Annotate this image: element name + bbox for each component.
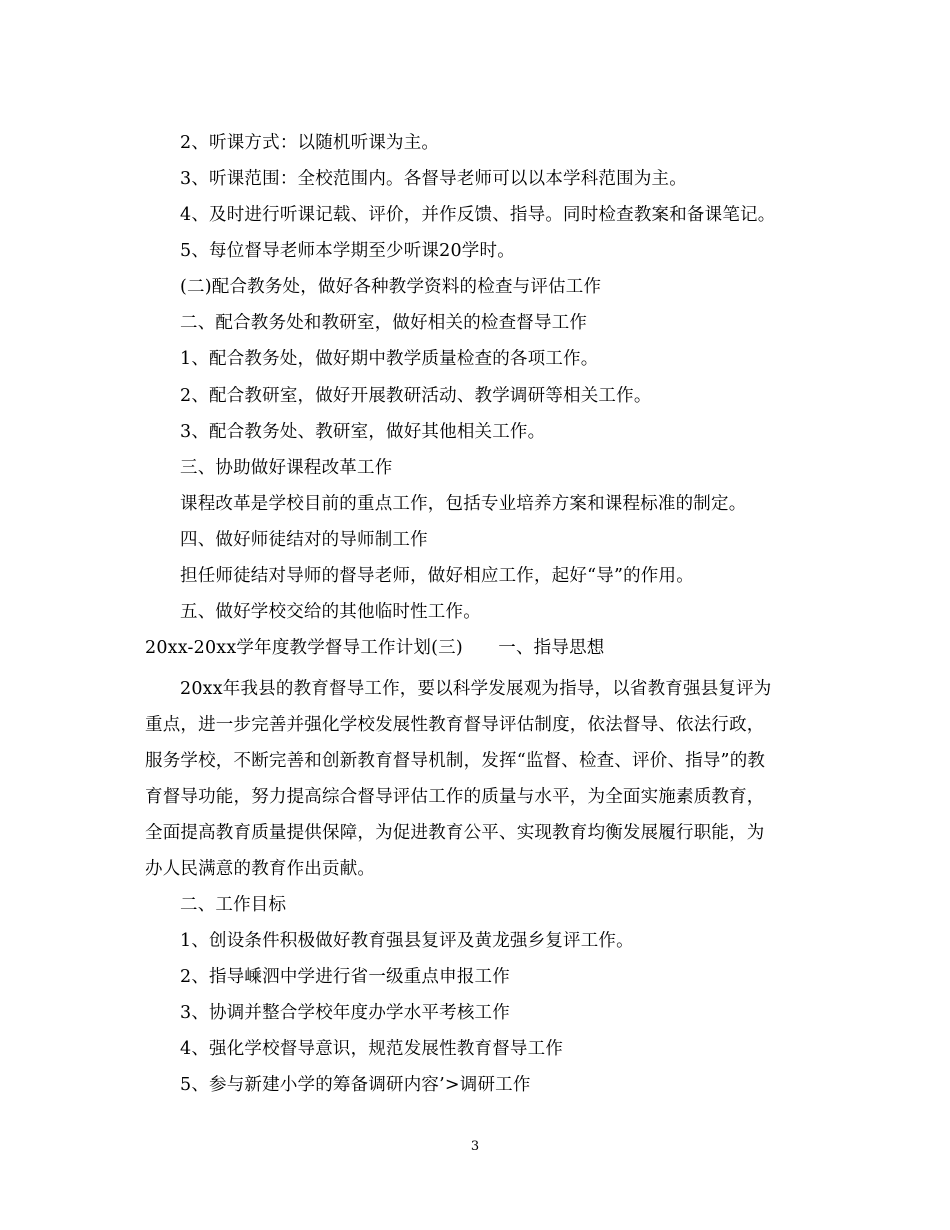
section-heading: (二)配合教务处，做好各种教学资料的检查与评估工作 bbox=[180, 277, 602, 297]
paragraph-line: 办人民满意的教育作出贡献。 bbox=[145, 859, 376, 879]
paragraph-line: 2、听课方式：以随机听课为主。 bbox=[180, 133, 440, 153]
paragraph-line: 20xx年我县的教育督导工作，要以科学发展观为指导，以省教育强县复评为 bbox=[180, 679, 772, 699]
paragraph-line: 5、参与新建小学的筹备调研内容’>调研工作 bbox=[180, 1075, 531, 1095]
paragraph-line: 2、指导嵊泗中学进行省一级重点申报工作 bbox=[180, 967, 510, 987]
page-number: 3 bbox=[470, 1139, 480, 1154]
paragraph-line: 育督导功能，努力提高综合督导评估工作的质量与水平，为全面实施素质教育， bbox=[145, 787, 765, 807]
paragraph-line: 4、及时进行听课记载、评价，并作反馈、指导。同时检查教案和备课笔记。 bbox=[180, 205, 776, 225]
section-heading: 四、做好师徒结对的导师制工作 bbox=[180, 530, 428, 550]
paragraph-line: 3、配合教务处、教研室，做好其他相关工作。 bbox=[180, 422, 546, 442]
section-heading: 二、配合教务处和教研室，做好相关的检查督导工作 bbox=[180, 313, 588, 333]
paragraph-line: 全面提高教育质量提供保障，为促进教育公平、实现教育均衡发展履行职能，为 bbox=[145, 823, 765, 843]
paragraph-line: 1、创设条件积极做好教育强县复评及黄龙强乡复评工作。 bbox=[180, 931, 634, 951]
paragraph-line: 2、配合教研室，做好开展教研活动、教学调研等相关工作。 bbox=[180, 386, 652, 406]
paragraph-line: 课程改革是学校目前的重点工作，包括专业培养方案和课程标准的制定。 bbox=[180, 494, 747, 514]
document-title: 20xx-20xx学年度教学督导工作计划(三) 一、指导思想 bbox=[145, 638, 605, 658]
paragraph-line: 担任师徒结对导师的督导老师，做好相应工作，起好“导”的作用。 bbox=[180, 566, 694, 586]
paragraph-line: 3、协调并整合学校年度办学水平考核工作 bbox=[180, 1003, 510, 1023]
paragraph-line: 1、配合教务处，做好期中教学质量检查的各项工作。 bbox=[180, 349, 599, 369]
section-heading: 五、做好学校交给的其他临时性工作。 bbox=[180, 602, 481, 622]
section-heading: 二、工作目标 bbox=[180, 895, 287, 915]
paragraph-line: 重点，进一步完善并强化学校发展性教育督导评估制度，依法督导、依法行政， bbox=[145, 715, 765, 735]
paragraph-line: 5、每位督导老师本学期至少听课20学时。 bbox=[180, 241, 515, 261]
paragraph-line: 4、强化学校督导意识，规范发展性教育督导工作 bbox=[180, 1039, 564, 1059]
section-heading: 三、协助做好课程改革工作 bbox=[180, 458, 393, 478]
paragraph-line: 3、听课范围：全校范围内。各督导老师可以以本学科范围为主。 bbox=[180, 169, 687, 189]
paragraph-line: 服务学校，不断完善和创新教育督导机制，发挥“监督、检查、评价、指导”的教 bbox=[145, 751, 766, 771]
